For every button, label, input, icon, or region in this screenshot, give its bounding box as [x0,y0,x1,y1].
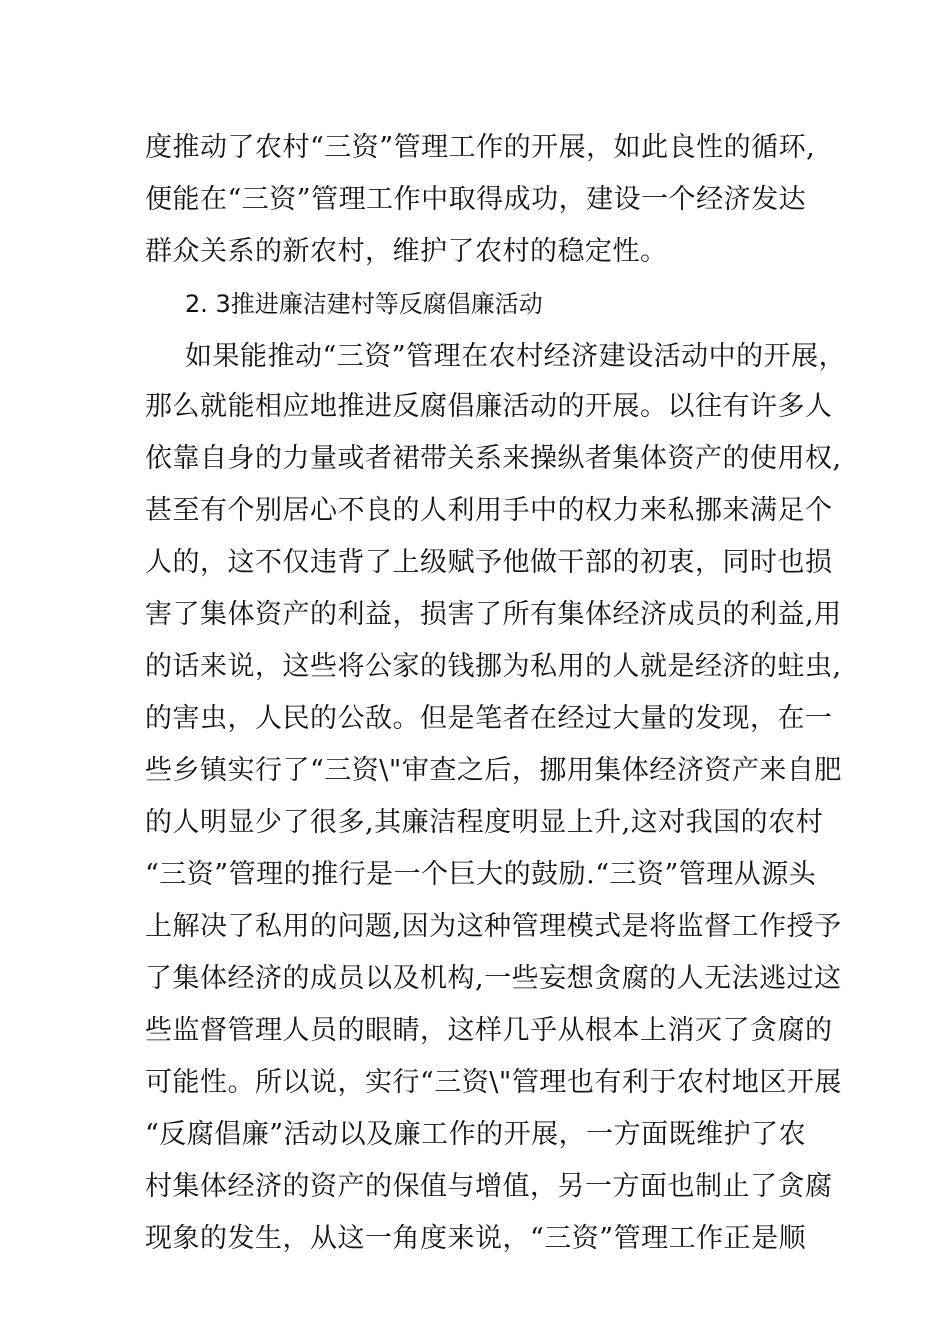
paragraph-line-21: 村集体经济的资产的保值与增值，另一方面也制止了贪腐 [145,1171,833,1202]
paragraph-line-3: 群众关系的新农村，维护了农村的稳定性。 [145,236,668,267]
paragraph-line-19: 可能性。所以说，实行“三资\"管理也有利于农村地区开展 [145,1067,842,1098]
paragraph-line-5: 如果能推动“三资”管理在农村经济建设活动中的开展， [185,341,847,372]
paragraph-line-8: 甚至有个别居心不良的人利用手中的权力来私挪来满足个 [145,495,833,526]
paragraph-line-13: 些乡镇实行了“三资\"审查之后，挪用集体经济资产来自肥 [145,755,842,786]
paragraph-line-11: 的话来说，这些将公家的钱挪为私用的人就是经济的蛀虫, [145,651,842,682]
section-heading: 2. 3推进廉洁建村等反腐倡廉活动 [185,290,543,318]
paragraph-line-18: 些监督管理人员的眼睛，这样几乎从根本上消灭了贪腐的 [145,1015,833,1046]
paragraph-line-1: 度推动了农村“三资”管理工作的开展，如此良性的循环, [145,132,816,163]
paragraph-line-12: 的害虫，人民的公敌。但是笔者在经过大量的发现，在一 [145,703,833,734]
paragraph-line-22: 现象的发生，从这一角度来说，“三资”管理工作正是顺 [145,1223,807,1254]
paragraph-line-16: 上解决了私用的问题,因为这种管理模式是将监督工作授予 [145,911,842,942]
paragraph-line-7: 依靠自身的力量或者裙带关系来操纵者集体资产的使用权, [145,443,842,474]
paragraph-line-6: 那么就能相应地推进反腐倡廉活动的开展。以往有许多人 [145,391,833,422]
paragraph-line-2: 便能在“三资”管理工作中取得成功，建设一个经济发达 [145,184,807,215]
paragraph-line-14: 的人明显少了很多,其廉洁程度明显上升,这对我国的农村 [145,807,824,838]
paragraph-line-17: 了集体经济的成员以及机构,一些妄想贪腐的人无法逃过这 [145,963,842,994]
paragraph-line-9: 人的，这不仅违背了上级赋予他做干部的初衷，同时也损 [145,547,833,578]
paragraph-line-20: “反腐倡廉”活动以及廉工作的开展，一方面既维护了农 [145,1119,807,1150]
paragraph-line-10: 害了集体资产的利益，损害了所有集体经济成员的利益,用 [145,599,842,630]
paragraph-line-15: “三资”管理的推行是一个巨大的鼓励.“三资”管理从源头 [145,859,817,890]
